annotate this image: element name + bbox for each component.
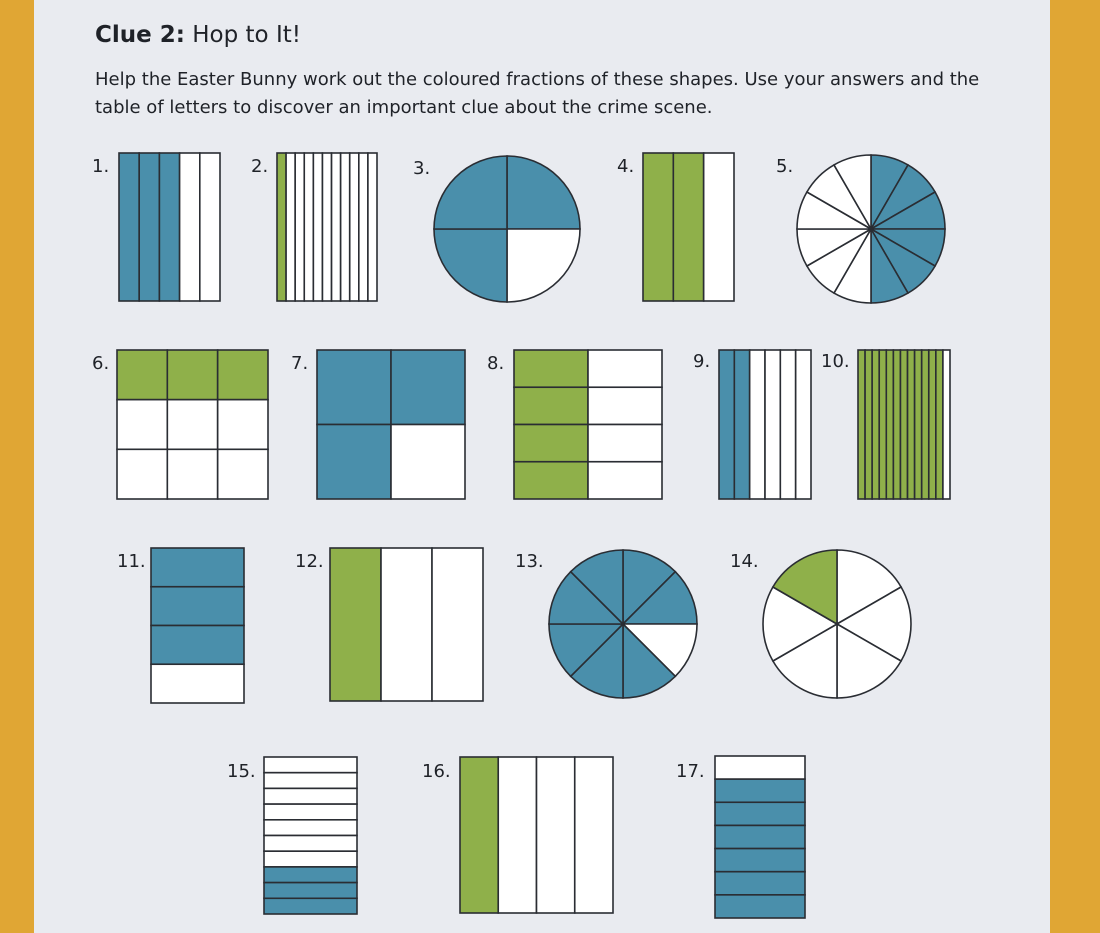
fraction-part-shaded bbox=[330, 548, 381, 701]
fraction-part-shaded bbox=[715, 825, 805, 848]
fraction-part bbox=[264, 836, 357, 852]
fraction-part bbox=[264, 773, 357, 789]
fraction-part-shaded bbox=[893, 350, 900, 499]
shape-14-label: 14. bbox=[730, 551, 759, 572]
fraction-part-shaded bbox=[507, 156, 580, 229]
fraction-part-shaded bbox=[922, 350, 929, 499]
fraction-part-shaded bbox=[514, 350, 588, 387]
fraction-part-shaded bbox=[514, 425, 588, 462]
fraction-part-shaded bbox=[915, 350, 922, 499]
fraction-part bbox=[322, 153, 331, 301]
shape-9 bbox=[719, 350, 811, 499]
fraction-part bbox=[218, 400, 268, 450]
fraction-part bbox=[304, 153, 313, 301]
fraction-part bbox=[780, 350, 795, 499]
fraction-part-shaded bbox=[715, 895, 805, 918]
fraction-part-shaded bbox=[715, 802, 805, 825]
shape-4 bbox=[643, 153, 734, 301]
fraction-part-shaded bbox=[719, 350, 734, 499]
fraction-part-shaded bbox=[264, 898, 357, 914]
shape-16 bbox=[460, 757, 613, 913]
fraction-part bbox=[498, 757, 536, 913]
fraction-part bbox=[117, 449, 167, 499]
fraction-part bbox=[167, 400, 217, 450]
fraction-part bbox=[368, 153, 377, 301]
shape-5 bbox=[796, 154, 946, 304]
fraction-part-shaded bbox=[151, 548, 244, 587]
fraction-part-shaded bbox=[929, 350, 936, 499]
fraction-part-shaded bbox=[117, 350, 167, 400]
fraction-part-shaded bbox=[317, 425, 391, 500]
fraction-part-shaded bbox=[879, 350, 886, 499]
shape-17-label: 17. bbox=[676, 761, 705, 782]
fraction-part bbox=[381, 548, 432, 701]
fraction-part-shaded bbox=[151, 587, 244, 626]
shape-17 bbox=[715, 756, 805, 918]
shape-16-label: 16. bbox=[422, 761, 451, 782]
fraction-part-shaded bbox=[673, 153, 703, 301]
fraction-part-shaded bbox=[514, 462, 588, 499]
fraction-part bbox=[341, 153, 350, 301]
fraction-part bbox=[264, 804, 357, 820]
fraction-part bbox=[537, 757, 575, 913]
fraction-part-shaded bbox=[908, 350, 915, 499]
fraction-part-shaded bbox=[936, 350, 943, 499]
shape-10-label: 10. bbox=[821, 351, 850, 372]
shape-1 bbox=[119, 153, 220, 301]
fraction-part bbox=[704, 153, 734, 301]
fraction-part bbox=[359, 153, 368, 301]
fraction-part-shaded bbox=[434, 229, 507, 302]
fraction-part bbox=[264, 820, 357, 836]
fraction-part bbox=[218, 449, 268, 499]
fraction-part bbox=[588, 387, 662, 424]
shape-8-label: 8. bbox=[487, 353, 505, 374]
shape-7-label: 7. bbox=[291, 353, 309, 374]
shape-2-label: 2. bbox=[251, 156, 269, 177]
shape-13-label: 13. bbox=[515, 551, 544, 572]
fraction-part-shaded bbox=[119, 153, 139, 301]
shape-5-label: 5. bbox=[776, 156, 794, 177]
fraction-part-shaded bbox=[865, 350, 872, 499]
fraction-part-shaded bbox=[159, 153, 179, 301]
shape-3-label: 3. bbox=[413, 158, 431, 179]
fraction-part-shaded bbox=[643, 153, 673, 301]
fraction-part-shaded bbox=[872, 350, 879, 499]
fraction-part bbox=[796, 350, 811, 499]
fraction-part-shaded bbox=[391, 350, 465, 425]
shape-6 bbox=[117, 350, 268, 499]
shape-1-label: 1. bbox=[92, 156, 110, 177]
fraction-part-shaded bbox=[167, 350, 217, 400]
shape-11-label: 11. bbox=[117, 551, 146, 572]
fraction-part-shaded bbox=[218, 350, 268, 400]
fraction-part bbox=[715, 756, 805, 779]
fraction-part bbox=[575, 757, 613, 913]
fraction-part bbox=[180, 153, 200, 301]
fraction-part bbox=[350, 153, 359, 301]
fraction-part-shaded bbox=[317, 350, 391, 425]
fraction-part bbox=[117, 400, 167, 450]
fraction-part-shaded bbox=[264, 883, 357, 899]
shape-12 bbox=[330, 548, 483, 701]
fraction-part-shaded bbox=[434, 156, 507, 229]
instructions: Help the Easter Bunny work out the coloured fractions of these shapes. Use your answers and the table of letters to discover an important clue about the crime scene. bbox=[95, 69, 980, 118]
page-title: Clue 2: Hop to It! bbox=[95, 22, 301, 48]
fraction-part-shaded bbox=[264, 867, 357, 883]
fraction-part-shaded bbox=[715, 849, 805, 872]
fraction-part-shaded bbox=[734, 350, 749, 499]
shape-2 bbox=[277, 153, 377, 301]
shape-6-label: 6. bbox=[92, 353, 110, 374]
fraction-part-shaded bbox=[277, 153, 286, 301]
shape-3 bbox=[433, 155, 581, 303]
fraction-part-shaded bbox=[886, 350, 893, 499]
shape-9-label: 9. bbox=[693, 351, 711, 372]
fraction-part bbox=[200, 153, 220, 301]
shape-4-label: 4. bbox=[617, 156, 635, 177]
fraction-part bbox=[588, 425, 662, 462]
shape-8 bbox=[514, 350, 662, 499]
fraction-part-shaded bbox=[715, 779, 805, 802]
fraction-part-shaded bbox=[139, 153, 159, 301]
fraction-part bbox=[765, 350, 780, 499]
fraction-part-shaded bbox=[151, 626, 244, 665]
fraction-part bbox=[588, 350, 662, 387]
fraction-part bbox=[432, 548, 483, 701]
fraction-part-shaded bbox=[514, 387, 588, 424]
fraction-part-shaded bbox=[715, 872, 805, 895]
fraction-part-shaded bbox=[900, 350, 907, 499]
fraction-part-shaded bbox=[858, 350, 865, 499]
shape-15-label: 15. bbox=[227, 761, 256, 782]
fraction-part bbox=[313, 153, 322, 301]
fraction-part bbox=[332, 153, 341, 301]
shape-7 bbox=[317, 350, 465, 499]
fraction-part bbox=[588, 462, 662, 499]
fraction-part bbox=[264, 851, 357, 867]
fraction-part bbox=[507, 229, 580, 302]
shape-14 bbox=[762, 548, 912, 700]
fraction-part bbox=[295, 153, 304, 301]
fraction-part bbox=[264, 788, 357, 804]
fraction-part bbox=[943, 350, 950, 499]
shape-11 bbox=[151, 548, 244, 703]
fraction-part bbox=[151, 664, 244, 703]
shape-15 bbox=[264, 757, 357, 914]
fraction-part-shaded bbox=[460, 757, 498, 913]
shape-10 bbox=[858, 350, 950, 499]
shape-12-label: 12. bbox=[295, 551, 324, 572]
fraction-part bbox=[264, 757, 357, 773]
fraction-part bbox=[391, 425, 465, 500]
fraction-part bbox=[167, 449, 217, 499]
shape-13 bbox=[548, 548, 698, 700]
fraction-part bbox=[750, 350, 765, 499]
fraction-part bbox=[286, 153, 295, 301]
